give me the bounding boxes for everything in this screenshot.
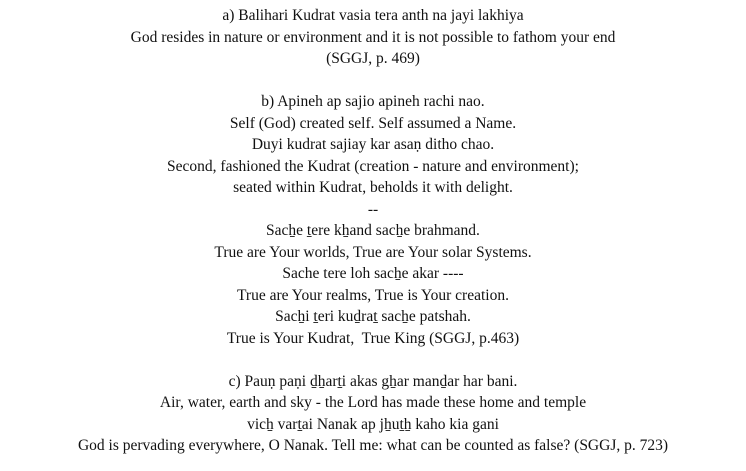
section-a-line-1: a) Balihari Kudrat vasia tera anth na jayi lakhiya <box>222 7 524 24</box>
section-b-line-4: Second, fashioned the Kudrat (creation - nature and environment); <box>167 157 579 175</box>
section-b-separator: -- <box>367 200 379 218</box>
section-b-line-7: Sacẖe ṯere kẖand sacẖe brahmand. <box>266 222 480 239</box>
section-b-line-9: Sache tere loh sacẖe akar ---- <box>282 265 464 282</box>
section-b-line-10: True are Your realms, True is Your creation. <box>237 286 509 304</box>
section-b-line-12: True is Your Kudrat, True King (SGGJ, p.463) <box>226 329 520 347</box>
section-gap <box>0 349 746 371</box>
section-b-line-1: b) Apineh ap sajio apineh rachi nao. <box>261 93 485 110</box>
section-b-line-2: Self (God) created self. Self assumed a Name. <box>229 114 517 132</box>
section-c-line-1: c) Pauṇ paṇi ḏẖarṯi akas gẖar manḏar har bani. <box>228 372 518 390</box>
section-b <box>0 91 746 349</box>
section-b-line-8: True are Your worlds, True are Your solar Systems. <box>214 243 532 261</box>
section-c-line-3: vicẖ varṯai Nanak ap jẖuṯẖ kaho kia gani <box>247 415 499 433</box>
section-c-line-4: God is pervading everywhere, O Nanak. Tell me: what can be counted as false? (SGGJ, p. 723) <box>77 437 669 454</box>
section-c-line-2: Air, water, earth and sky - the Lord has made these home and temple <box>159 394 587 411</box>
document-body <box>0 5 746 457</box>
section-a <box>0 5 746 70</box>
section-a-line-2: God resides in nature or environment and it is not possible to fathom your end <box>130 28 616 46</box>
section-b-line-5: seated within Kudrat, beholds it with delight. <box>233 179 513 196</box>
section-gap <box>0 70 746 92</box>
section-b-line-11: Sacẖi ṯeri kuḏraṯ sacẖe patshah. <box>275 308 471 325</box>
section-b-line-3: Duyi kudrat sajiay kar asaṇ ditho chao. <box>251 136 495 153</box>
section-c <box>0 371 746 457</box>
section-a-citation: (SGGJ, p. 469) <box>326 50 420 67</box>
